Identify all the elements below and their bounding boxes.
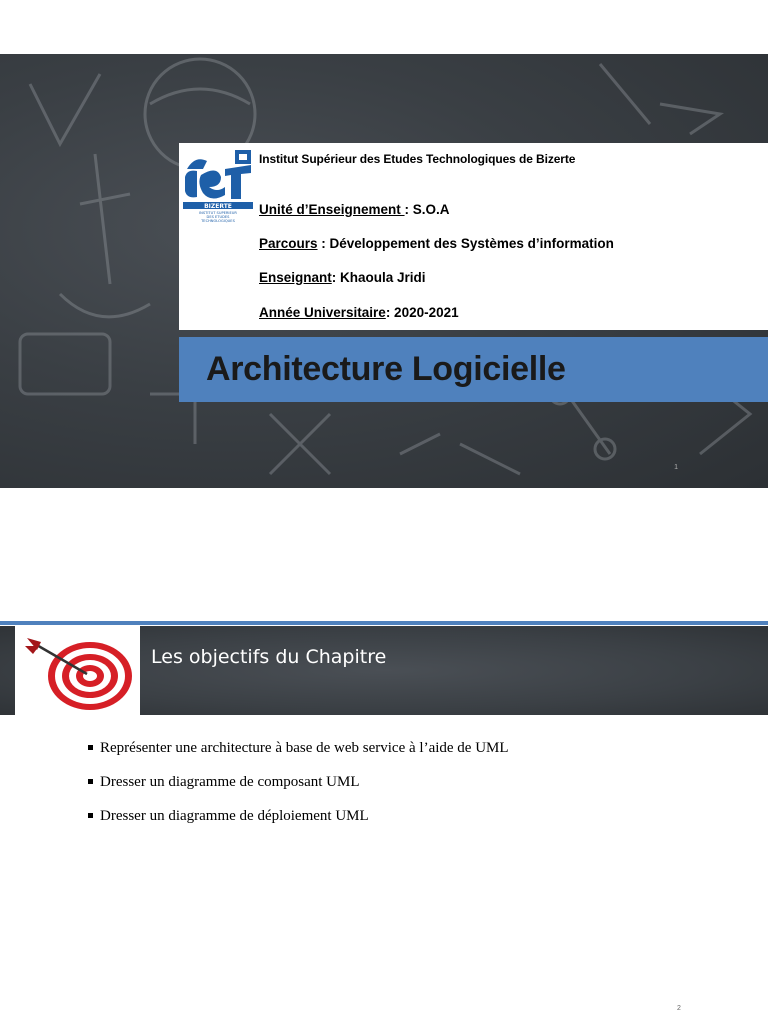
annee-value: : 2020-2021: [385, 305, 459, 320]
svg-text:DES ETUDES: DES ETUDES: [206, 215, 230, 219]
unite-row: [259, 202, 450, 217]
target-image: [15, 626, 140, 715]
objectives-list: [88, 740, 509, 842]
page-number: 2: [677, 1005, 681, 1012]
list-item: Représenter une architecture à base de web service à l’aide de UML: [88, 740, 509, 774]
svg-text:INSTITUT SUPERIEUR: INSTITUT SUPERIEUR: [199, 211, 237, 215]
svg-text:TECHNOLOGIQUES: TECHNOLOGIQUES: [201, 219, 235, 223]
slide-title: Architecture Logicielle: [206, 350, 566, 388]
enseignant-label: Enseignant: [259, 270, 332, 285]
slide2-title: Les objectifs du Chapitre: [151, 646, 387, 668]
unite-label: Unité d’Enseignement: [259, 202, 405, 217]
enseignant-row: [259, 270, 426, 285]
annee-label: Année Universitaire: [259, 305, 386, 320]
annee-row: [259, 305, 459, 320]
slide2-accent-line: [0, 621, 768, 625]
target-icon: [15, 626, 140, 715]
list-item: Dresser un diagramme de composant UML: [88, 774, 509, 808]
title-slide: [0, 54, 768, 488]
institute-name: Institut Supérieur des Etudes Technologiques de Bizerte: [259, 152, 576, 166]
parcours-label: Parcours: [259, 236, 318, 251]
svg-text:BIZERTE: BIZERTE: [204, 203, 232, 210]
parcours-value: : Développement des Systèmes d’information: [317, 236, 614, 251]
enseignant-value: : Khaoula Jridi: [331, 270, 426, 285]
slide2-header: [0, 626, 768, 715]
info-box: [179, 143, 768, 330]
page-number: 1: [674, 464, 678, 471]
title-band: [179, 337, 768, 402]
parcours-row: [259, 236, 614, 251]
iset-bizerte-logo-icon: [181, 147, 255, 225]
unite-value: : S.O.A: [404, 202, 450, 217]
list-item: Dresser un diagramme de déploiement UML: [88, 808, 509, 842]
